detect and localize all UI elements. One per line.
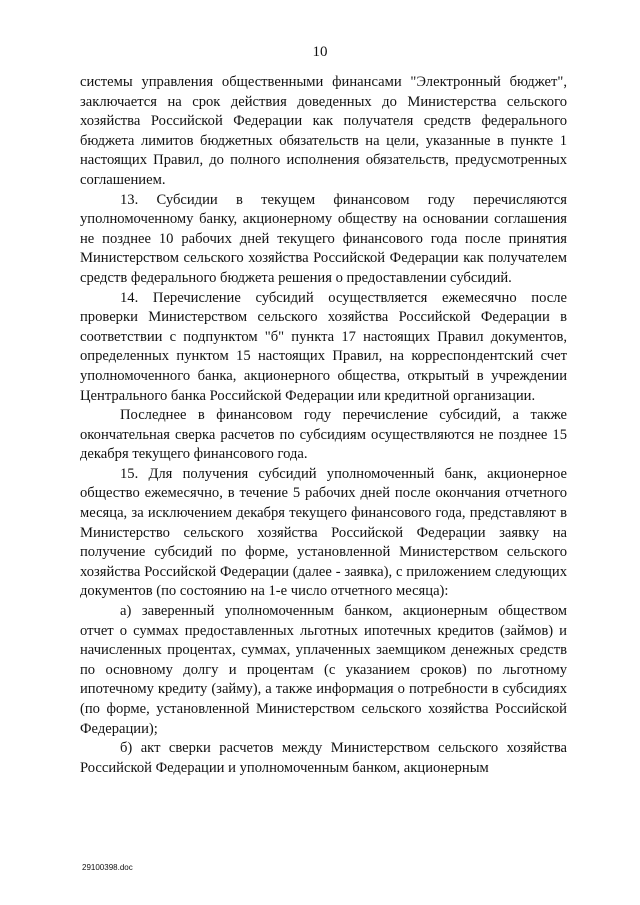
paragraph-15: 15. Для получения субсидий уполномоченный банк, акционерное общество ежемесячно, в течение 5 рабочих дней после окончания отчетного месяца, за исключением декабря текущего финансового года, представляют в Министерство сельского хозяйства Российской Федерации заявку на получение субсидий по форме, установленной Министерством сельского хозяйства Российской Федерации (далее - заявка), с приложением следующих документов (по состоянию на 1-е число отчетного месяца): bbox=[80, 465, 567, 600]
paragraph-14: 14. Перечисление субсидий осуществляется ежемесячно после проверки Министерством сельского хозяйства Российской Федерации в соответствии с подпунктом "б" пункта 17 настоящих Правил документов, определенных пунктом 15 настоящих Правил, на корреспондентский счет уполномоченного банка, акционерного общества, открытый в учреждении Центрального банка Российской Федерации или кредитной организации. bbox=[80, 289, 567, 404]
paragraph-15-a: а) заверенный уполномоченным банком, акционерным обществом отчет о суммах предоставленных льготных ипотечных кредитов (займов) и начисленных процентах, суммах, уплаченных заемщиком денежных средств по основному долгу и процентам (с указанием сроков) по льготному ипотечному кредиту (займу), а также информация о потребности в субсидиях (по форме, установленной Министерством сельского хозяйства Российской Федерации); bbox=[80, 603, 567, 737]
paragraph-continuation: системы управления общественными финансами "Электронный бюджет", заключается на срок действия доведенных до Министерства сельского хозяйства Российской Федерации как получателя средств федерального бюджета лимитов бюджетных обязательств на цели, указанные в пункте 1 настоящих Правил, до полного исполнения обязательств, предусмотренных соглашением. bbox=[80, 74, 567, 188]
footer-filename: 29100398.doc bbox=[82, 863, 133, 872]
paragraph-14-last-transfer: Последнее в финансовом году перечисление субсидий, а также окончательная сверка расчетов по субсидиям осуществляются не позднее 15 декабря текущего финансового года. bbox=[80, 407, 567, 463]
document-body bbox=[80, 73, 567, 778]
page-number: 10 bbox=[312, 44, 328, 60]
paragraph-13: 13. Субсидии в текущем финансовом году перечисляются уполномоченному банку, акционерному обществу на основании соглашения не позднее 10 рабочих дней текущего финансового года после принятия Министерством сельского хозяйства Российской Федерации как получателем средств федерального бюджета решения о предоставлении субсидий. bbox=[80, 191, 567, 286]
paragraph-15-b: б) акт сверки расчетов между Министерством сельского хозяйства Российской Федерации и уполномоченным банком, акционерным bbox=[80, 740, 567, 776]
